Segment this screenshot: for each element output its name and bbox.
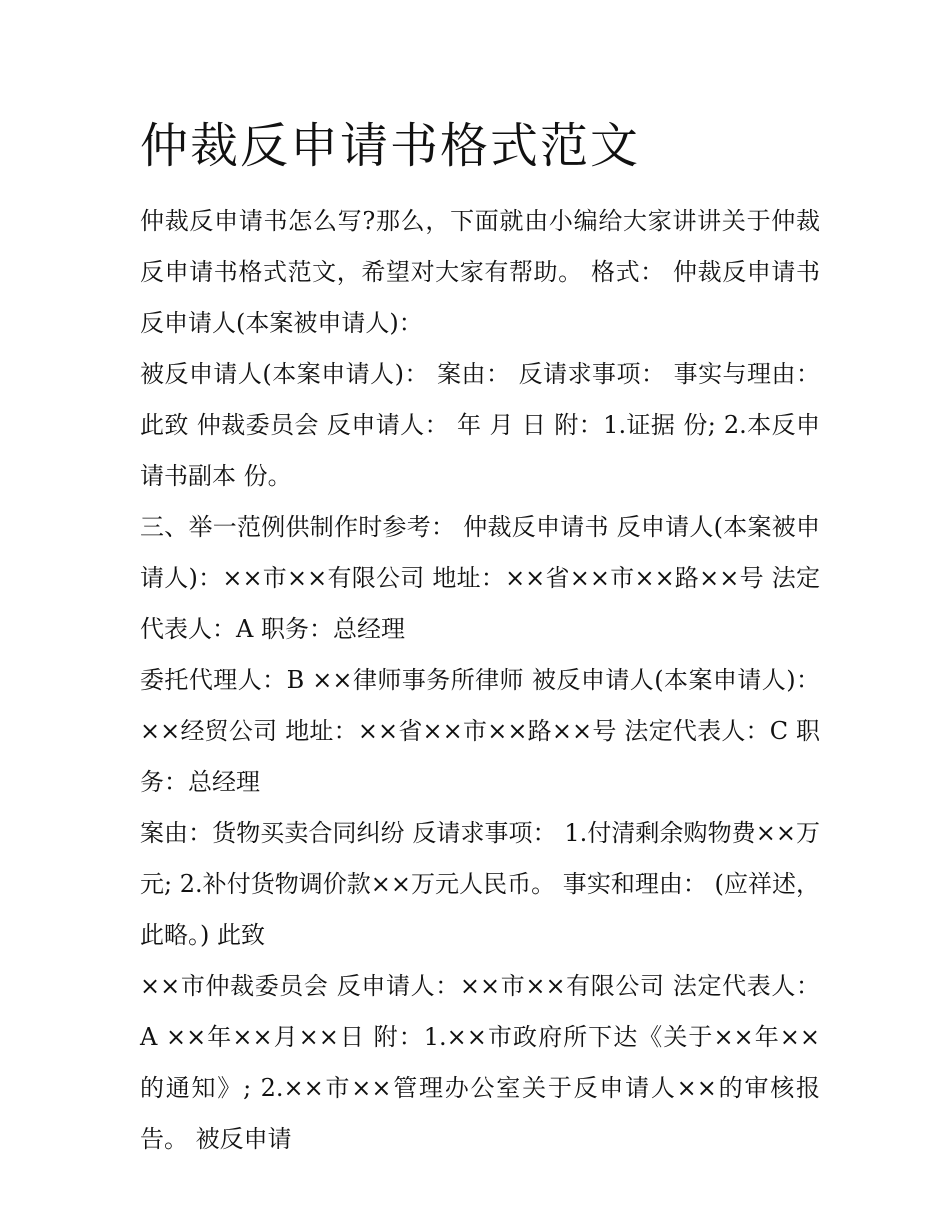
paragraph-4: 委托代理人：B ××律师事务所律师 被反申请人(本案申请人)：××经贸公司 地址：××省××市××路××号 法定代表人：C 职务：总经理 [140,666,820,796]
paragraph-3: 三、举一范例供制作时参考： 仲裁反申请书 反申请人(本案被申请人)：××市××有限公司 地址：××省××市××路××号 法定代表人：A 职务：总经理 [140,513,820,643]
paragraph-1: 仲裁反申请书怎么写?那么，下面就由小编给大家讲讲关于仲裁反申请书格式范文，希望对大家有帮助。 格式： 仲裁反申请书 反申请人(本案被申请人)： [140,207,820,337]
paragraph-2: 被反申请人(本案申请人)： 案由： 反请求事项： 事实与理由： 此致 仲裁委员会 反申请人： 年 月 日 附：1.证据 份; 2.本反申请书副本 份。 [140,360,820,490]
paragraph-6: ××市仲裁委员会 反申请人：××市××有限公司 法定代表人：A ××年××月××日 附：1.××市政府所下达《关于××年××的通知》; 2.××市××管理办公室关于反申请人××的审核报告。 被反申请 [140,972,820,1153]
document-body [140,196,820,1165]
paragraph-5: 案由：货物买卖合同纠纷 反请求事项： 1.付清剩余购物费××万元; 2.补付货物调价款××万元人民币。 事实和理由： (应祥述，此略。) 此致 [140,819,820,949]
document-title: 仲裁反申请书格式范文 [140,118,641,174]
